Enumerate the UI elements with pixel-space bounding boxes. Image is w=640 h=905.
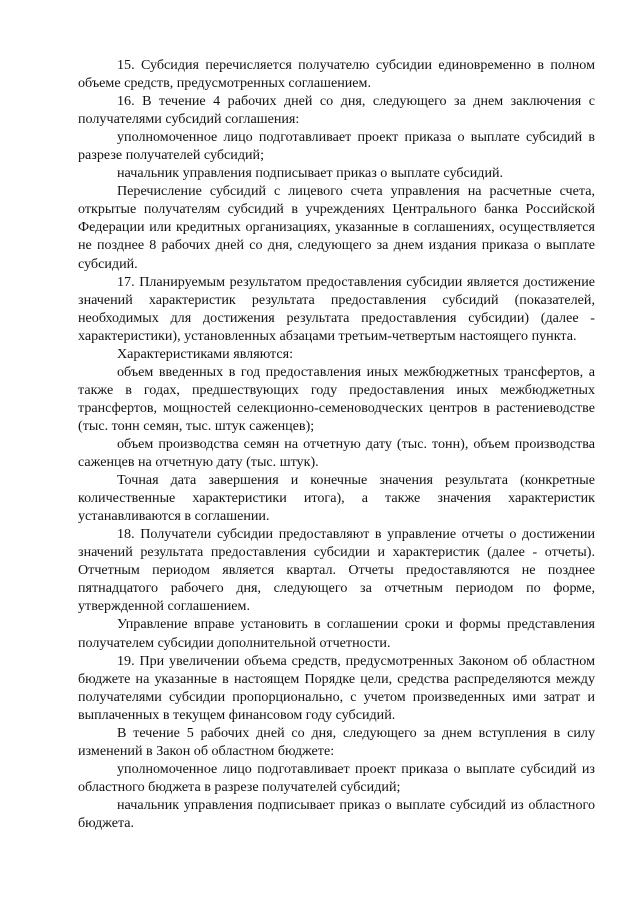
paragraph-17-capacity-volume: объем введенных в год предоставления иных межбюджетных трансфертов, а также в годах, предшествующих году предоставления иных межбюджетных трансфертов, мощностей селекционно-семеноводческих центров в растениеводстве (тыс. тонн семян, тыс. штук саженцев); [78,363,595,434]
paragraph-19-sign-order: начальник управления подписывает приказ о выплате субсидий из областного бюджета. [78,796,595,831]
paragraph-16-intro: 16. В течение 4 рабочих дней со дня, следующего за днем заключения с получателями субсидий соглашения: [78,93,595,128]
paragraph-17-production-volume: объем производства семян на отчетную дату (тыс. тонн), объем производства саженцев на отчетную дату (тыс. штук). [78,435,595,471]
paragraph-15-subsidy-transfer: 15. Субсидия перечисляется получателю субсидии единовременно в полном объеме средств, предусмотренных соглашением. [78,57,595,92]
paragraph-16-sign-order: начальник управления подписывает приказ о выплате субсидий. [117,165,504,182]
paragraph-19-timeline: В течение 5 рабочих дней со дня, следующего за днем вступления в силу изменений в Закон об областном бюджете: [78,724,595,759]
paragraph-18-additional-reporting: Управление вправе установить в соглашении сроки и формы представления получателем субсидии дополнительной отчетности. [78,616,595,651]
paragraph-17-characteristics-heading: Характеристиками являются: [117,345,294,362]
paragraph-19-budget-increase: 19. При увеличении объема средств, предусмотренных Законом об областном бюджете на указанные в настоящем Порядке цели, средства распределяются между получателями субсидии пропорционально, с учетом произведенных ими затрат и выплаченных в текущем финансовом году субсидий. [78,652,595,723]
paragraph-19-draft-order: уполномоченное лицо подготавливает проект приказа о выплате субсидий из областного бюджета в разрезе получателей субсидий; [78,760,595,795]
paragraph-17-completion-date: Точная дата завершения и конечные значения результата (конкретные количественные характеристики итога), а также значения характеристик устанавливаются в соглашении. [78,472,595,525]
paragraph-16-draft-order: уполномоченное лицо подготавливает проект приказа о выплате субсидий в разрезе получателей субсидий; [78,129,595,164]
document-page [78,56,595,832]
paragraph-18-reports: 18. Получатели субсидии предоставляют в управление отчеты о достижении значений результата предоставления субсидии и характеристик (далее - отчеты). Отчетным периодом является квартал. Отчеты предоставляются не позднее пятнадцатого рабочего дня, следующего за отчетным периодом по форме, утвержденной соглашением. [78,526,595,615]
paragraph-17-planned-result: 17. Планируемым результатом предоставления субсидии является достижение значений характеристик результата предоставления субсидий (показателей, необходимых для достижения результата предоставления субсидии) (далее - характеристики), установленных абзацами третьим-четвертым настоящего пункта. [78,273,595,344]
paragraph-16-transfer-terms: Перечисление субсидий с лицевого счета управления на расчетные счета, открытые получателям субсидий в учреждениях Центрального банка Российской Федерации или кредитных организациях, указанные в соглашениях, осуществляется не позднее 8 рабочих дней со дня, следующего за днем издания приказа о выплате субсидий. [78,183,595,272]
